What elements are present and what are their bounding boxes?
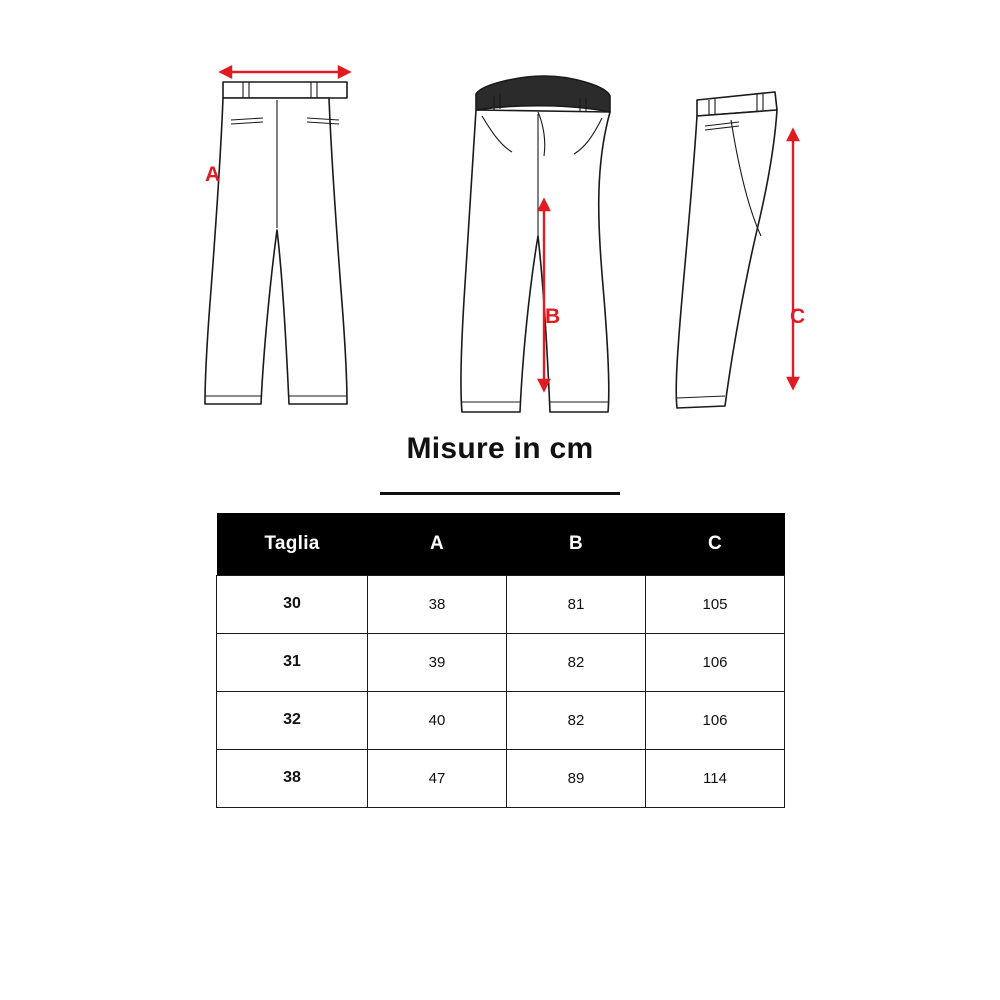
title-divider [380,492,620,495]
header-b: B [507,513,646,575]
cell-size: 31 [217,633,368,691]
size-table-wrapper [216,513,784,808]
trousers-three-quarter-svg [420,60,660,420]
table-row [217,749,785,807]
cell-c: 106 [646,691,785,749]
trousers-side-svg [665,60,905,420]
size-table-body [217,575,785,807]
cell-c: 105 [646,575,785,633]
trousers-front-view [165,60,405,420]
header-c: C [646,513,785,575]
cell-size: 38 [217,749,368,807]
chart-title: Misure in cm [406,432,594,465]
cell-c: 106 [646,633,785,691]
size-table-header [217,513,785,575]
cell-a: 39 [368,633,507,691]
cell-b: 82 [507,633,646,691]
garment-diagram [0,60,1000,420]
cell-c: 114 [646,749,785,807]
cell-size: 32 [217,691,368,749]
size-table [216,513,785,808]
header-size: Taglia [217,513,368,575]
cell-b: 82 [507,691,646,749]
trousers-front-svg [165,60,405,420]
cell-a: 47 [368,749,507,807]
header-a: A [368,513,507,575]
cell-b: 81 [507,575,646,633]
table-row [217,633,785,691]
cell-a: 40 [368,691,507,749]
cell-size: 30 [217,575,368,633]
cell-a: 38 [368,575,507,633]
table-row [217,575,785,633]
table-header-row [217,513,785,575]
measurement-label-c: C [790,305,806,328]
measurement-label-b: B [545,305,561,328]
cell-b: 89 [507,749,646,807]
measurement-label-a: A [205,163,221,186]
table-row [217,691,785,749]
trousers-three-quarter-view [420,60,660,420]
trousers-side-view [665,60,905,420]
